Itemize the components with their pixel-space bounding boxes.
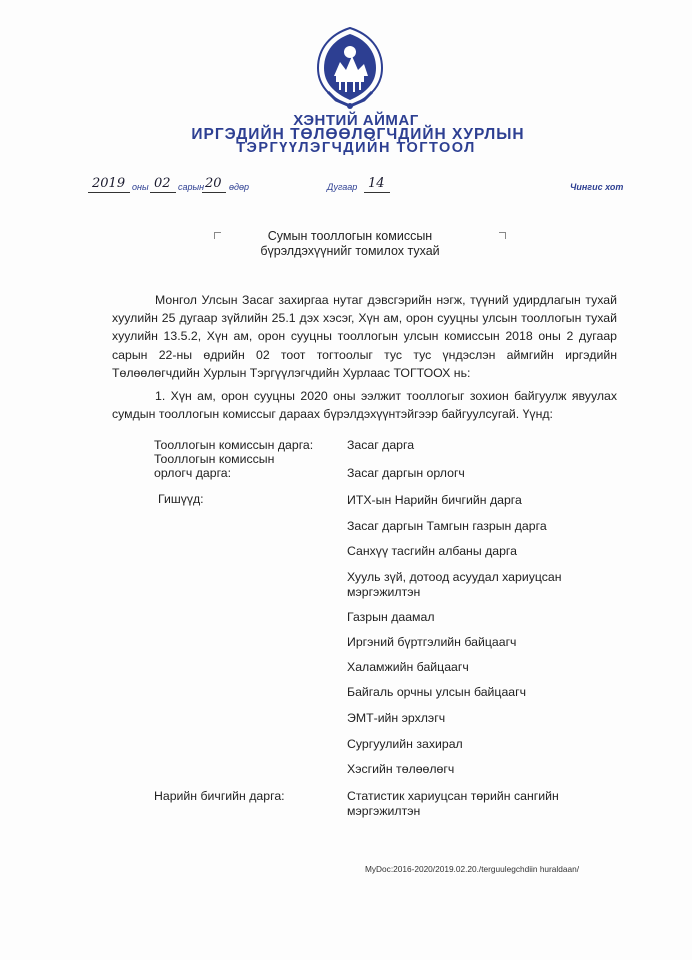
vice-label-line-2: орлогч дарга: — [154, 466, 232, 480]
member-item: Газрын даамал — [347, 610, 435, 624]
member-item: ИТХ-ын Нарийн бичгийн дарга — [347, 493, 522, 507]
subject-corner-right — [499, 232, 506, 239]
mongolia-emblem-icon — [314, 26, 386, 110]
header-council: ИРГЭДИЙН ТӨЛӨӨЛӨГЧДИЙН ХУРЛЫН — [191, 126, 525, 143]
member-item: Халамжийн байцаагч — [347, 660, 469, 674]
member-item: ЭМТ-ийн эрхлэгч — [347, 711, 446, 725]
member-item: Засаг даргын Тамгын газрын дарга — [347, 519, 547, 533]
document-path: MyDoc:2016-2020/2019.02.20./terguulegchdiin huraldaan/ — [365, 864, 580, 874]
vice-label-line-1: Тооллогын комиссын — [154, 452, 275, 466]
chair-value: Засаг дарга — [347, 438, 415, 452]
date-day-label: өдөр — [229, 182, 249, 192]
member-item-continuation: мэргэжилтэн — [347, 585, 421, 599]
subject-line-1: Сумын тооллогын комиссын — [267, 229, 433, 243]
resolution-subject — [200, 229, 500, 259]
member-item: Байгаль орчны улсын байцаагч — [347, 685, 527, 699]
preamble-paragraph: Монгол Улсын Засаг захиргаа нутаг дэвсгэрийн нэгж, түүний удирдлагын тухай хуулийн 25 дугаар зүйлийн 25.1 дэх хэсэг, Хүн ам, орон сууцны улсын тооллогын тухай хуулийн 13.5.2, Хүн ам, орон сууцны тооллогын улсын комиссын 2018 оны 2 дугаар сарын 22-ны өдрийн 02 тоот тогтоолыг тус тус үндэслэн аймгийн иргэдийн Төлөөлөгчдийн Хурлын Тэргүүлэгчдийн Хурлаас ТОГТООХ нь: — [112, 293, 617, 380]
members-label: Гишүүд: — [158, 492, 204, 506]
date-month: 02 — [154, 176, 171, 191]
article-1-paragraph: 1. Хүн ам, орон сууцны 2020 оны ээлжит тооллогыг зохион байгуулж явуулах сумдын тооллогын комиссыг дараах бүрэлдэхүүнтэйгээр байгуулсугай. Үүнд: — [112, 389, 617, 422]
number-label: Дугаар — [327, 182, 358, 192]
member-item: Хэсгийн төлөөлөгч — [347, 762, 455, 776]
date-day: 20 — [205, 176, 222, 191]
secretary-value-line-1: Статистик хариуцсан төрийн сангийн — [347, 789, 559, 803]
header-resolution: ТЭРГҮҮЛЭГЧДИЙН ТОГТООЛ — [236, 140, 476, 156]
secretary-value-line-2: мэргэжилтэн — [347, 804, 421, 818]
date-year: 2019 — [92, 176, 126, 191]
member-item: Санхүү тасгийн албаны дарга — [347, 544, 517, 558]
resolution-number: 14 — [368, 176, 385, 191]
date-line — [0, 176, 692, 200]
header-aimag: ХЭНТИЙ АЙМАГ — [293, 112, 419, 129]
city-name: Чингис хот — [570, 182, 624, 192]
date-year-label: оны — [132, 182, 149, 192]
vice-value: Засаг даргын орлогч — [347, 466, 465, 480]
secretary-label: Нарийн бичгийн дарга: — [154, 789, 285, 803]
member-item: Хууль зүй, дотоод асуудал хариуцсан — [347, 570, 562, 584]
member-item: Сургуулийн захирал — [347, 737, 463, 751]
chair-label: Тооллогын комиссын дарга: — [154, 438, 314, 452]
member-item: Иргэний бүртгэлийн байцаагч — [347, 635, 517, 649]
subject-line-2: бүрэлдэхүүнийг томилох тухай — [260, 244, 440, 258]
date-month-label: сарын — [178, 182, 205, 192]
